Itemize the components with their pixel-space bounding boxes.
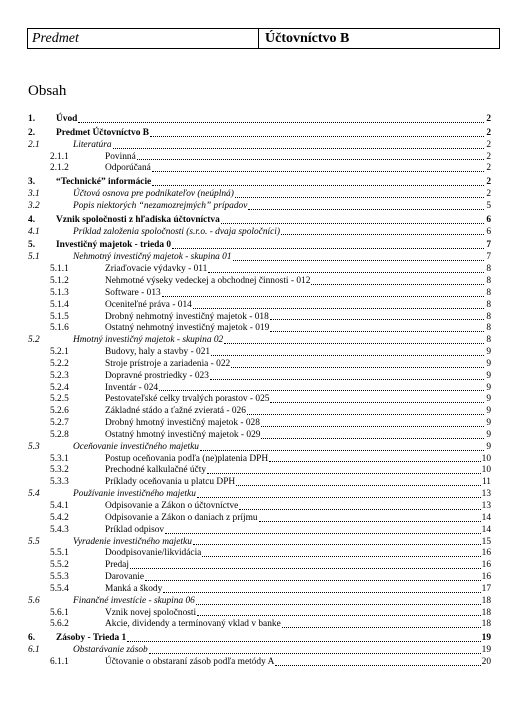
- toc-entry-number: 5.6: [28, 595, 40, 606]
- toc-entry-page: 9: [486, 441, 491, 452]
- subject-table: [27, 28, 500, 49]
- toc-entry-title[interactable]: Oceňovanie investičného majetku: [73, 441, 199, 452]
- toc-entry-number: 5.4: [28, 489, 40, 500]
- toc-entry-number: 5.1.2: [50, 275, 69, 286]
- toc-entry-title[interactable]: Zásoby - Trieda 1: [56, 633, 127, 644]
- toc-entry[interactable]: [28, 560, 491, 572]
- toc-dot-leader: [152, 170, 484, 172]
- toc-entry-title[interactable]: Manká a škody: [105, 583, 163, 594]
- toc-entry-number: 5.2.7: [50, 418, 69, 429]
- toc-entry-page: 8: [486, 311, 491, 322]
- toc-entry-title[interactable]: Drobný nehmotný investičný majetok - 018: [105, 311, 269, 322]
- toc-entry-page: 16: [481, 572, 491, 583]
- toc-dot-leader: [149, 652, 481, 654]
- toc-entry-number: 5.5.4: [50, 583, 69, 594]
- toc-entry-title[interactable]: “Technické” informácie: [56, 177, 152, 188]
- toc-dot-leader: [236, 484, 481, 486]
- toc-dot-leader: [259, 520, 481, 522]
- toc-entry[interactable]: [28, 264, 491, 276]
- toc-entry-number: 6.: [28, 633, 36, 644]
- toc-entry-page: 9: [486, 429, 491, 440]
- toc-dot-leader: [221, 222, 484, 224]
- toc-entry-number: 5.1.6: [50, 323, 69, 334]
- toc-entry-title[interactable]: Povinná: [105, 151, 136, 162]
- toc-dot-leader: [248, 208, 484, 210]
- toc-dot-leader: [150, 135, 484, 137]
- toc-entry-page: 5: [486, 200, 491, 211]
- toc-entry-number: 2.: [28, 127, 36, 138]
- toc-entry-page: 2: [486, 114, 491, 124]
- toc-entry-page: 2: [486, 151, 491, 162]
- toc-entry-title[interactable]: Drobný hmotný investičný majetok - 028: [105, 418, 260, 429]
- toc-entry-title[interactable]: Príklad založenia spoločnosti (s.r.o. - dvaja spoločníci): [73, 226, 281, 237]
- table-of-contents: [28, 114, 491, 669]
- toc-dot-leader: [282, 626, 481, 628]
- toc-entry[interactable]: [28, 347, 491, 359]
- toc-entry[interactable]: [28, 227, 491, 239]
- toc-entry[interactable]: [28, 383, 491, 395]
- toc-entry-number: 5.1.5: [50, 311, 69, 322]
- toc-entry-number: 5.2.6: [50, 406, 69, 417]
- toc-dot-leader: [159, 389, 484, 391]
- toc-entry-page: 9: [486, 347, 491, 358]
- toc-dot-leader: [145, 579, 481, 581]
- toc-entry-title[interactable]: Vyradenie investičného majetku: [73, 536, 192, 547]
- toc-entry-number: 2.1.1: [50, 151, 69, 162]
- toc-entry-title[interactable]: Úvod: [56, 114, 78, 124]
- toc-entry-title[interactable]: Príklady oceňovania u platcu DPH: [105, 477, 236, 488]
- toc-entry[interactable]: [28, 633, 491, 645]
- toc-entry-page: 8: [486, 275, 491, 286]
- toc-entry-number: 5.2.8: [50, 429, 69, 440]
- toc-entry-number: 5.1.3: [50, 287, 69, 298]
- toc-entry-number: 5.5.2: [50, 560, 69, 571]
- toc-entry-number: 5.3.3: [50, 477, 69, 488]
- toc-entry-page: 16: [481, 548, 491, 559]
- toc-dot-leader: [197, 614, 480, 616]
- toc-dot-leader: [163, 591, 480, 593]
- toc-dot-leader: [239, 508, 480, 510]
- toc-dot-leader: [208, 271, 484, 273]
- toc-entry[interactable]: [28, 215, 491, 227]
- toc-entry-title[interactable]: Software - 013: [105, 287, 161, 298]
- toc-entry-title[interactable]: Investičný majetok - trieda 0: [56, 240, 172, 251]
- toc-dot-leader: [193, 543, 481, 545]
- toc-entry[interactable]: [28, 163, 491, 175]
- toc-entry-title[interactable]: Prechodné kalkulačné účty: [105, 465, 207, 476]
- toc-dot-leader: [207, 472, 481, 474]
- toc-entry-title[interactable]: Doodpisovanie/likvidácia: [105, 548, 202, 559]
- toc-entry-page: 9: [486, 358, 491, 369]
- toc-entry-page: 10: [481, 465, 491, 476]
- toc-dot-leader: [269, 460, 480, 462]
- toc-entry-number: 5.2.1: [50, 347, 69, 358]
- toc-entry-title[interactable]: Obstarávanie zásob: [73, 645, 148, 656]
- toc-dot-leader: [311, 283, 484, 285]
- toc-entry-number: 5.4.1: [50, 501, 69, 511]
- toc-entry[interactable]: [28, 323, 491, 335]
- toc-entry[interactable]: [28, 430, 491, 442]
- toc-entry-page: 2: [486, 177, 491, 188]
- subject-value: Účtovníctvo B: [265, 31, 350, 46]
- toc-entry[interactable]: [28, 335, 491, 347]
- toc-entry-page: 13: [481, 501, 491, 511]
- toc-entry[interactable]: [28, 152, 491, 164]
- toc-dot-leader: [152, 184, 484, 186]
- toc-entry-title[interactable]: Ostatný hmotný investičný majetok - 029: [105, 429, 261, 440]
- toc-entry[interactable]: [28, 548, 491, 560]
- toc-entry-number: 5.5: [28, 536, 40, 547]
- toc-entry-page: 6: [486, 226, 491, 237]
- toc-dot-leader: [247, 413, 484, 415]
- toc-entry-number: 5.2: [28, 335, 40, 346]
- toc-entry-title[interactable]: Popis niektorých “nezamozrejmých” prípadov: [73, 200, 248, 211]
- toc-entry-number: 5.2.3: [50, 370, 69, 381]
- toc-entry-title[interactable]: Literatúra: [73, 139, 112, 150]
- toc-entry-title[interactable]: Základné stádo a ťažné zvieratá - 026: [105, 406, 246, 417]
- toc-entry-page: 11: [481, 477, 491, 488]
- toc-entry[interactable]: [28, 465, 491, 477]
- toc-entry-number: 4.1: [28, 226, 40, 237]
- toc-entry[interactable]: [28, 657, 491, 669]
- toc-entry-number: 2.1.2: [50, 163, 69, 174]
- toc-entry-title[interactable]: Finančné investície - skupina 06: [73, 595, 195, 606]
- toc-entry[interactable]: [28, 312, 491, 324]
- toc-entry[interactable]: [28, 128, 491, 140]
- toc-entry[interactable]: [28, 140, 491, 152]
- toc-entry[interactable]: [28, 359, 491, 371]
- toc-dot-leader: [270, 318, 484, 320]
- toc-entry-title[interactable]: Odpisovanie a Zákon o daniach z príjmu: [105, 512, 258, 523]
- toc-entry[interactable]: [28, 477, 491, 489]
- toc-entry[interactable]: [28, 300, 491, 312]
- toc-entry-page: 2: [486, 139, 491, 150]
- toc-entry-title[interactable]: Predaj: [105, 560, 129, 571]
- toc-entry-page: 9: [486, 382, 491, 393]
- toc-dot-leader: [193, 307, 484, 309]
- toc-entry-title[interactable]: Pestovateľské celky trvalých porastov - 025: [105, 394, 270, 405]
- toc-entry[interactable]: [28, 114, 491, 126]
- toc-entry-number: 5.2.4: [50, 382, 69, 393]
- toc-entry-number: 5.4.3: [50, 524, 69, 535]
- toc-entry-title[interactable]: Odpisovanie a Zákon o účtovníctve: [105, 501, 239, 511]
- toc-entry[interactable]: [28, 572, 491, 584]
- toc-dot-leader: [224, 342, 484, 344]
- toc-entry[interactable]: [28, 596, 491, 608]
- toc-entry[interactable]: [28, 513, 491, 525]
- toc-entry-number: 3.2: [28, 200, 40, 211]
- toc-entry-number: 5.2.5: [50, 394, 69, 405]
- toc-entry-number: 1.: [28, 114, 36, 124]
- toc-entry-title[interactable]: Nehmotný investičný majetok - skupina 01: [73, 252, 232, 263]
- toc-entry-number: 3.1: [28, 189, 40, 200]
- toc-entry[interactable]: [28, 619, 491, 631]
- toc-entry-page: 19: [481, 633, 491, 644]
- toc-entry-number: 5.5.3: [50, 572, 69, 583]
- toc-entry-page: 15: [481, 536, 491, 547]
- toc-entry[interactable]: [28, 525, 491, 537]
- toc-entry[interactable]: [28, 240, 491, 252]
- toc-entry-title[interactable]: Akcie, dividendy a termínovaný vklad v banke: [105, 619, 281, 630]
- toc-entry-title[interactable]: Ostatný nehmotný investičný majetok - 019: [105, 323, 270, 334]
- toc-entry-number: 5.3: [28, 441, 40, 452]
- toc-entry-title[interactable]: Stroje prístroje a zariadenia - 022: [105, 358, 231, 369]
- toc-entry[interactable]: [28, 608, 491, 620]
- toc-dot-leader: [275, 664, 480, 666]
- toc-entry-page: 9: [486, 370, 491, 381]
- toc-entry-page: 18: [481, 595, 491, 606]
- toc-entry-page: 7: [486, 240, 491, 251]
- toc-entry-page: 8: [486, 264, 491, 275]
- toc-entry[interactable]: [28, 177, 491, 189]
- toc-entry-title[interactable]: Odporúčaná: [105, 163, 151, 174]
- toc-entry[interactable]: [28, 442, 491, 454]
- toc-entry-title[interactable]: Vznik spoločnosti z hľadiska účtovníctva: [56, 214, 220, 225]
- toc-entry-title[interactable]: Účtová osnova pre podnikateľov (neúplná): [73, 189, 234, 200]
- toc-entry[interactable]: [28, 189, 491, 201]
- toc-entry-page: 8: [486, 287, 491, 298]
- toc-entry-number: 5.: [28, 240, 36, 251]
- toc-entry-number: 5.3.2: [50, 465, 69, 476]
- toc-entry-title[interactable]: Budovy, haly a stavby - 021: [105, 347, 211, 358]
- toc-dot-leader: [270, 330, 484, 332]
- toc-entry-page: 19: [481, 645, 491, 656]
- toc-dot-leader: [196, 603, 481, 605]
- toc-entry-number: 3.: [28, 177, 36, 188]
- toc-dot-leader: [235, 196, 484, 198]
- toc-entry-number: 5.6.1: [50, 607, 69, 618]
- toc-entry-page: 18: [481, 619, 491, 630]
- toc-entry-number: 6.1.1: [50, 656, 69, 667]
- toc-entry-number: 5.6.2: [50, 619, 69, 630]
- toc-entry[interactable]: [28, 584, 491, 596]
- toc-entry-title[interactable]: Používanie investičného majetku: [73, 489, 196, 500]
- toc-dot-leader: [137, 158, 484, 160]
- toc-entry-page: 20: [481, 656, 491, 667]
- toc-entry-page: 13: [481, 489, 491, 500]
- toc-entry[interactable]: [28, 201, 491, 213]
- toc-entry[interactable]: [28, 537, 491, 549]
- toc-heading: Obsah: [28, 83, 67, 99]
- toc-entry-page: 9: [486, 394, 491, 405]
- toc-entry[interactable]: [28, 371, 491, 383]
- toc-entry[interactable]: [28, 501, 491, 513]
- toc-dot-leader: [127, 640, 480, 642]
- toc-entry-title[interactable]: Zriaďovacie výdavky - 011: [105, 264, 208, 275]
- toc-entry-page: 2: [486, 163, 491, 174]
- toc-entry-page: 8: [486, 335, 491, 346]
- toc-dot-leader: [210, 378, 484, 380]
- toc-dot-leader: [231, 366, 484, 368]
- toc-entry-page: 7: [486, 252, 491, 263]
- toc-entry[interactable]: [28, 406, 491, 418]
- toc-entry-number: 6.1: [28, 645, 40, 656]
- toc-entry-page: 16: [481, 560, 491, 571]
- toc-entry-title[interactable]: Nehmotné výseky vedeckej a obchodnej činnosti - 012: [105, 275, 311, 286]
- toc-entry[interactable]: [28, 645, 491, 657]
- toc-dot-leader: [233, 259, 484, 261]
- toc-entry[interactable]: [28, 252, 491, 264]
- toc-entry-page: 18: [481, 607, 491, 618]
- toc-dot-leader: [261, 425, 484, 427]
- toc-dot-leader: [130, 567, 481, 569]
- toc-dot-leader: [270, 401, 484, 403]
- toc-dot-leader: [200, 449, 484, 451]
- toc-entry-number: 5.3.1: [50, 453, 69, 464]
- toc-dot-leader: [78, 121, 484, 123]
- toc-entry-page: 8: [486, 299, 491, 310]
- toc-dot-leader: [162, 295, 484, 297]
- subject-label: Predmet: [28, 29, 259, 48]
- toc-entry-page: 9: [486, 406, 491, 417]
- toc-entry-number: 5.5.1: [50, 548, 69, 559]
- toc-entry-number: 5.1.1: [50, 264, 69, 275]
- toc-entry-title[interactable]: Účtovanie o obstaraní zásob podľa metódy A: [105, 656, 275, 667]
- toc-entry-page: 8: [486, 323, 491, 334]
- toc-entry-page: 14: [481, 512, 491, 523]
- toc-entry-title[interactable]: Príklad odpisov: [105, 524, 165, 535]
- toc-entry-title[interactable]: Darovanie: [105, 572, 145, 583]
- toc-entry-number: 4.: [28, 214, 36, 225]
- toc-entry-page: 6: [486, 214, 491, 225]
- toc-entry[interactable]: [28, 276, 491, 288]
- toc-entry-page: 2: [486, 127, 491, 138]
- toc-entry-number: 5.2.2: [50, 358, 69, 369]
- toc-entry-number: 5.4.2: [50, 512, 69, 523]
- toc-entry[interactable]: [28, 418, 491, 430]
- toc-entry[interactable]: [28, 394, 491, 406]
- toc-entry-page: 10: [481, 453, 491, 464]
- toc-entry[interactable]: [28, 454, 491, 466]
- toc-entry[interactable]: [28, 489, 491, 501]
- toc-dot-leader: [197, 496, 481, 498]
- toc-entry-page: 17: [481, 583, 491, 594]
- toc-entry-page: 2: [486, 189, 491, 200]
- toc-dot-leader: [211, 354, 484, 356]
- toc-entry-title[interactable]: Inventár - 024: [105, 382, 159, 393]
- toc-dot-leader: [202, 555, 480, 557]
- toc-entry[interactable]: [28, 288, 491, 300]
- toc-dot-leader: [281, 233, 484, 235]
- toc-entry-page: 9: [486, 418, 491, 429]
- toc-entry-number: 5.1.4: [50, 299, 69, 310]
- toc-entry-number: 2.1: [28, 139, 40, 150]
- toc-entry-title[interactable]: Hmotný investičný majetok - skupina 02: [73, 335, 224, 346]
- toc-entry-title[interactable]: Postup oceňovania podľa (ne)platenia DPH: [105, 453, 269, 464]
- toc-dot-leader: [261, 437, 484, 439]
- toc-entry-title[interactable]: Oceniteľné práva - 014: [105, 299, 192, 310]
- toc-entry-title[interactable]: Vznik novej spoločnosti: [105, 607, 197, 618]
- toc-entry-title[interactable]: Predmet Účtovníctvo B: [56, 127, 150, 138]
- toc-entry-page: 14: [481, 524, 491, 535]
- toc-dot-leader: [165, 532, 481, 534]
- toc-dot-leader: [113, 147, 484, 149]
- toc-entry-title[interactable]: Dopravné prostriedky - 023: [105, 370, 209, 381]
- toc-entry-number: 5.1: [28, 252, 40, 263]
- toc-dot-leader: [172, 247, 484, 249]
